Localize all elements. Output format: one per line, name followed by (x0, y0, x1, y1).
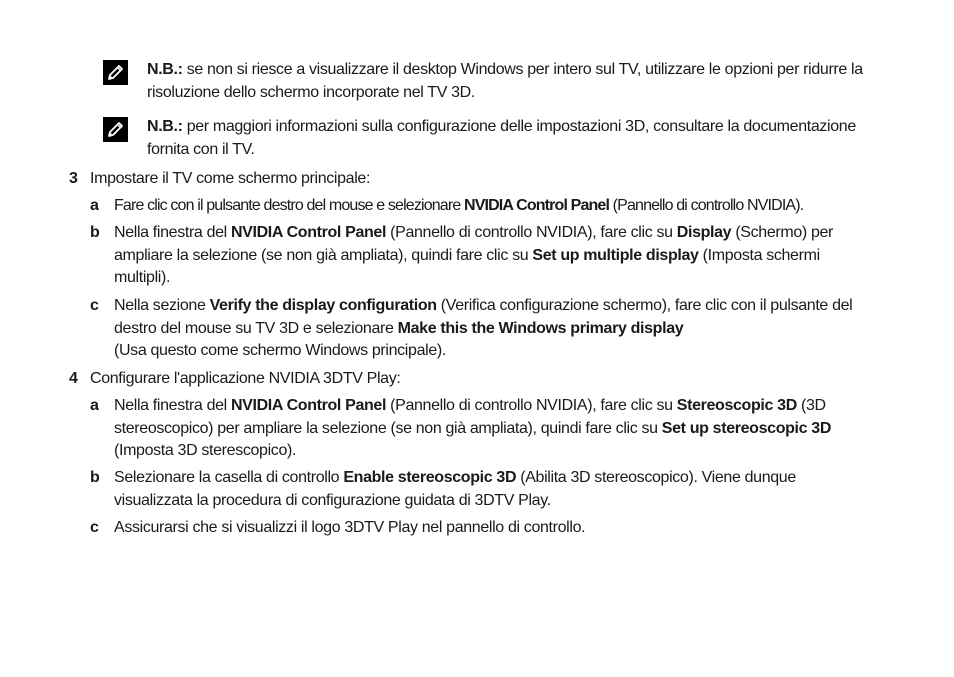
ui-term: Set up multiple display (532, 246, 699, 264)
step-4b-text (114, 467, 860, 512)
ui-term: NVIDIA Control Panel (230, 224, 387, 241)
step-4-text: Configurare l'applicazione NVIDIA 3DTV Play: (90, 370, 401, 387)
text-run: (Pannello di controllo NVIDIA), fare clic su (386, 224, 677, 241)
text-run: (Pannello di controllo NVIDIA). (609, 197, 804, 214)
step-number: 3 (69, 170, 78, 187)
ui-term: NVIDIA Control Panel (230, 397, 387, 414)
note-2 (103, 116, 863, 161)
ui-term: Stereoscopic 3D (676, 397, 797, 414)
text-run: (Schermo) per ampliare la selezione (se non già ampliata), quindi fare clic su (114, 224, 834, 264)
step-4b (90, 467, 860, 512)
ui-term: Verify the display configuration (209, 297, 437, 314)
substep-letter: c (90, 519, 99, 536)
text-run: (3D stereoscopico) per ampliare la selezione (se non già ampliata), quindi fare clic su (114, 397, 826, 437)
substep-letter: a (90, 197, 99, 214)
step-3a (90, 195, 860, 218)
text-run: Fare clic con il pulsante destro del mouse e selezionare (114, 197, 464, 214)
step-3b-text (114, 222, 860, 290)
text-run: Selezionare la casella di controllo (114, 469, 344, 486)
text-run: (Imposta schermi multipli). (114, 246, 820, 286)
text-run: (Verifica configurazione schermo), fare clic con il pulsante del destro del mouse su TV 3D e selezionare (114, 297, 853, 337)
note-1-text (147, 59, 863, 104)
step-4a-text (114, 395, 860, 463)
ui-term: NVIDIA Control Panel (463, 197, 610, 214)
ui-term: Display (676, 224, 732, 241)
text-run: Assicurarsi che si visualizzi il logo 3DTV Play nel pannello di controllo. (114, 519, 586, 536)
step-3c (90, 295, 860, 363)
note-body: se non si riesce a visualizzare il desktop Windows per intero sul TV, utilizzare le opzioni per ridurre la risoluzione dello schermo incorporate nel TV 3D. (147, 61, 863, 101)
note-2-text (147, 116, 863, 161)
ui-term: Make this the Windows primary display (397, 319, 684, 337)
text-run: (Imposta 3D sterescopico). (114, 442, 297, 459)
substep-letter: b (90, 469, 100, 486)
substep-letter: a (90, 397, 99, 414)
text-run: Nella sezione (114, 297, 210, 314)
step-3c-text (114, 295, 860, 363)
text-run: (Pannello di controllo NVIDIA), fare clic su (386, 397, 677, 414)
text-run: (Abilita 3D stereoscopico). Viene dunque visualizzata la procedura di configurazione guidata di 3DTV Play. (114, 469, 796, 509)
step-3 (69, 168, 869, 191)
text-run: Nella finestra del (114, 397, 231, 414)
text-run: (Usa questo come schermo Windows principale). (114, 342, 446, 359)
step-4a (90, 395, 860, 463)
substep-letter: b (90, 224, 100, 241)
step-3b (90, 222, 860, 290)
ui-term: Enable stereoscopic 3D (343, 469, 517, 486)
note-pencil-icon (103, 60, 128, 85)
note-pencil-icon (103, 117, 128, 142)
step-4c (90, 517, 860, 540)
substep-letter: c (90, 297, 99, 314)
step-4 (69, 368, 869, 391)
step-3-text: Impostare il TV come schermo principale: (90, 170, 371, 187)
note-label: N.B.: (147, 118, 183, 135)
step-4c-text (114, 517, 860, 540)
note-body: per maggiori informazioni sulla configurazione delle impostazioni 3D, consultare la documentazione fornita con il TV. (147, 118, 856, 158)
note-1 (103, 59, 863, 104)
text-run: Nella finestra del (114, 224, 231, 241)
ui-term: Set up stereoscopic 3D (661, 419, 832, 437)
step-number: 4 (69, 370, 78, 387)
step-3a-text (114, 195, 860, 218)
note-label: N.B.: (147, 61, 183, 78)
